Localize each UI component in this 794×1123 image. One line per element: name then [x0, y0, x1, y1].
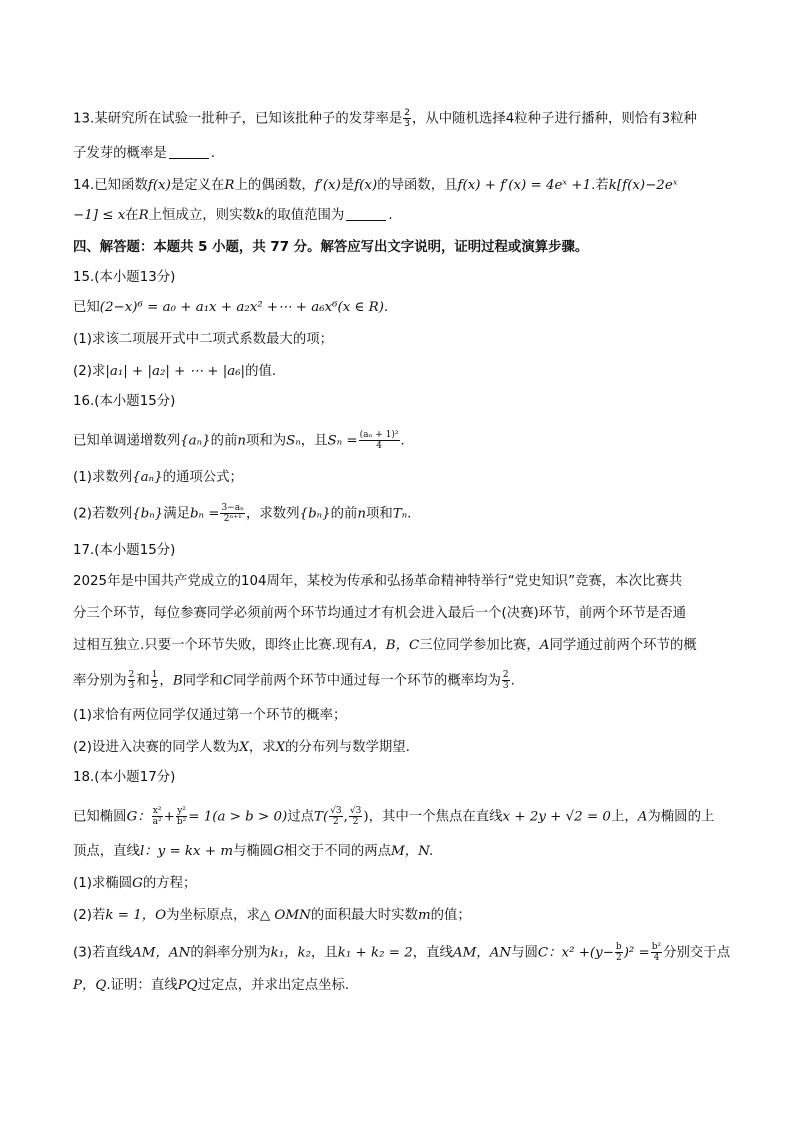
- problem-17-q1: (1)求恰有两位同学仅通过第一个环节的概率；: [73, 708, 347, 723]
- problem-17-q2: (2)设进入决赛的同学人数为X，求X的分布列与数学期望.: [73, 740, 410, 755]
- problem-18-line-2: 顶点，直线l：y = kx + m与椭圆G相交于不同的两点M，N.: [73, 844, 434, 859]
- fraction: $\frac{2}{3}$: [128, 670, 135, 691]
- problem-15-statement: 已知(2−x)⁶ = a₀ + a₁x + a₂x² +⋯ + a₆x⁶(x ∈ R).: [73, 300, 389, 315]
- problem-18-q3-line-2: P，Q.证明：直线PQ过定点，并求出定点坐标.: [73, 978, 350, 993]
- fraction: $\frac{b}{2}$: [615, 942, 622, 963]
- problem-16-header: 16.(本小题15分): [73, 394, 176, 409]
- fraction: $\frac{\text{y²}}{\text{b²}}$: [176, 806, 187, 827]
- fraction: $\frac{\text{b²}}{4}$: [651, 942, 662, 963]
- problem-14-line-1: 14.已知函数f(x)是定义在R上的偶函数，f′(x)是f(x)的导函数，且f(x) + f′(x) = 4eˣ +1.若k[f(x)−2eˣ: [73, 178, 678, 193]
- problem-18-header: 18.(本小题17分): [73, 770, 176, 785]
- fraction: $\frac{\text{3−aₙ}}{\text{2ⁿ⁺¹}}$: [221, 503, 244, 524]
- problem-17-line-1: 2025年是中国共产党成立的104周年，某校为传承和弘扬革命精神特举行“党史知识”竞赛，本次比赛共: [73, 574, 683, 589]
- problem-13-line-2: 子发芽的概率是 .: [73, 146, 215, 161]
- fraction: $\frac{√3}{2}$: [330, 806, 342, 827]
- problem-16-q2: (2)若数列{bₙ}满足bₙ = $\frac{\text{3−aₙ}}{\text{2ⁿ⁺¹}}$ ，求数列{bₙ}的前n项和Tₙ.: [73, 503, 412, 524]
- p13-text: 子发芽的概率是: [73, 146, 167, 161]
- problem-15-header: 15.(本小题13分): [73, 270, 176, 285]
- problem-18-q2: (2)若k = 1，O为坐标原点，求△ OMN的面积最大时实数m的值；: [73, 908, 471, 923]
- fraction: $\frac{\text{x²}}{\text{a²}}$: [152, 806, 162, 827]
- problem-17-line-4: 率分别为 $\frac{2}{3}$ 和 $\frac{1}{2}$ ，B同学和C同学前两个环节中通过每一个环节的概率均为 $\frac{2}{3}$ .: [73, 670, 515, 691]
- problem-16-statement: 已知单调递增数列{aₙ}的前n项和为Sₙ，且Sₙ = $\frac{\text{(aₙ + 1)²}}{4}$ .: [73, 430, 405, 451]
- section-header: 四、解答题：本题共 5 小题，共 77 分。解答应写出文字说明，证明过程或演算步骤。: [73, 240, 589, 255]
- problem-17-header: 17.(本小题15分): [73, 543, 176, 558]
- answer-blank: [346, 208, 386, 221]
- problem-15-q2: (2)求|a₁| + |a₂| + ⋯ + |a₆|的值.: [73, 364, 277, 379]
- problem-15-q1: (1)求该二项展开式中二项式系数最大的项；: [73, 332, 333, 347]
- p13-text: 13.某研究所在试验一批种子，已知该批种子的发芽率是: [73, 111, 403, 127]
- problem-16-q1: (1)求数列{aₙ}的通项公式；: [73, 470, 243, 485]
- fraction: $\frac{1}{2}$: [151, 670, 158, 691]
- problem-18-q1: (1)求椭圆G的方程；: [73, 876, 197, 891]
- problem-18-q3-line-1: (3)若直线AM，AN的斜率分别为k₁，k₂，且k₁ + k₂ = 2，直线AM，AN与圆C：x² +(y− $\frac{b}{2}$ )² = $\frac{\text{b²}}{4}$ 分别交于点: [73, 942, 731, 963]
- problem-18-line-1: 已知椭圆G： $\frac{\text{x²}}{\text{a²}}$ + $\frac{\text{y²}}{\text{b²}}$ = 1(a > b > 0)过点T( $\frac{√3}{2}$ , $\frac{√3}{2}$ )，其中一个焦点在直线x + 2y + √2 = 0上，A为椭圆的上: [73, 806, 715, 827]
- fraction: $\frac{2}{3}$: [404, 108, 411, 129]
- fraction: $\frac{√3}{2}$: [349, 806, 362, 827]
- answer-blank: [169, 146, 209, 159]
- p13-text: ，从中随机选择4粒种子进行播种，则恰有3粒种: [412, 111, 697, 127]
- problem-17-line-3: 过相互独立.只要一个环节失败，即终止比赛.现有A，B，C三位同学参加比赛，A同学通过前两个环节的概: [73, 638, 697, 653]
- fraction: $\frac{2}{3}$: [502, 670, 509, 691]
- problem-14-line-2: −1] ≤ x在R上恒成立，则实数k的取值范围为 .: [73, 208, 393, 223]
- problem-13-line-1: [73, 108, 724, 130]
- fraction: $\frac{\text{(aₙ + 1)²}}{4}$: [359, 430, 399, 451]
- problem-17-line-2: 分三个环节，每位参赛同学必须前两个环节均通过才有机会进入最后一个(决赛)环节，前两个环节是否通: [73, 606, 687, 621]
